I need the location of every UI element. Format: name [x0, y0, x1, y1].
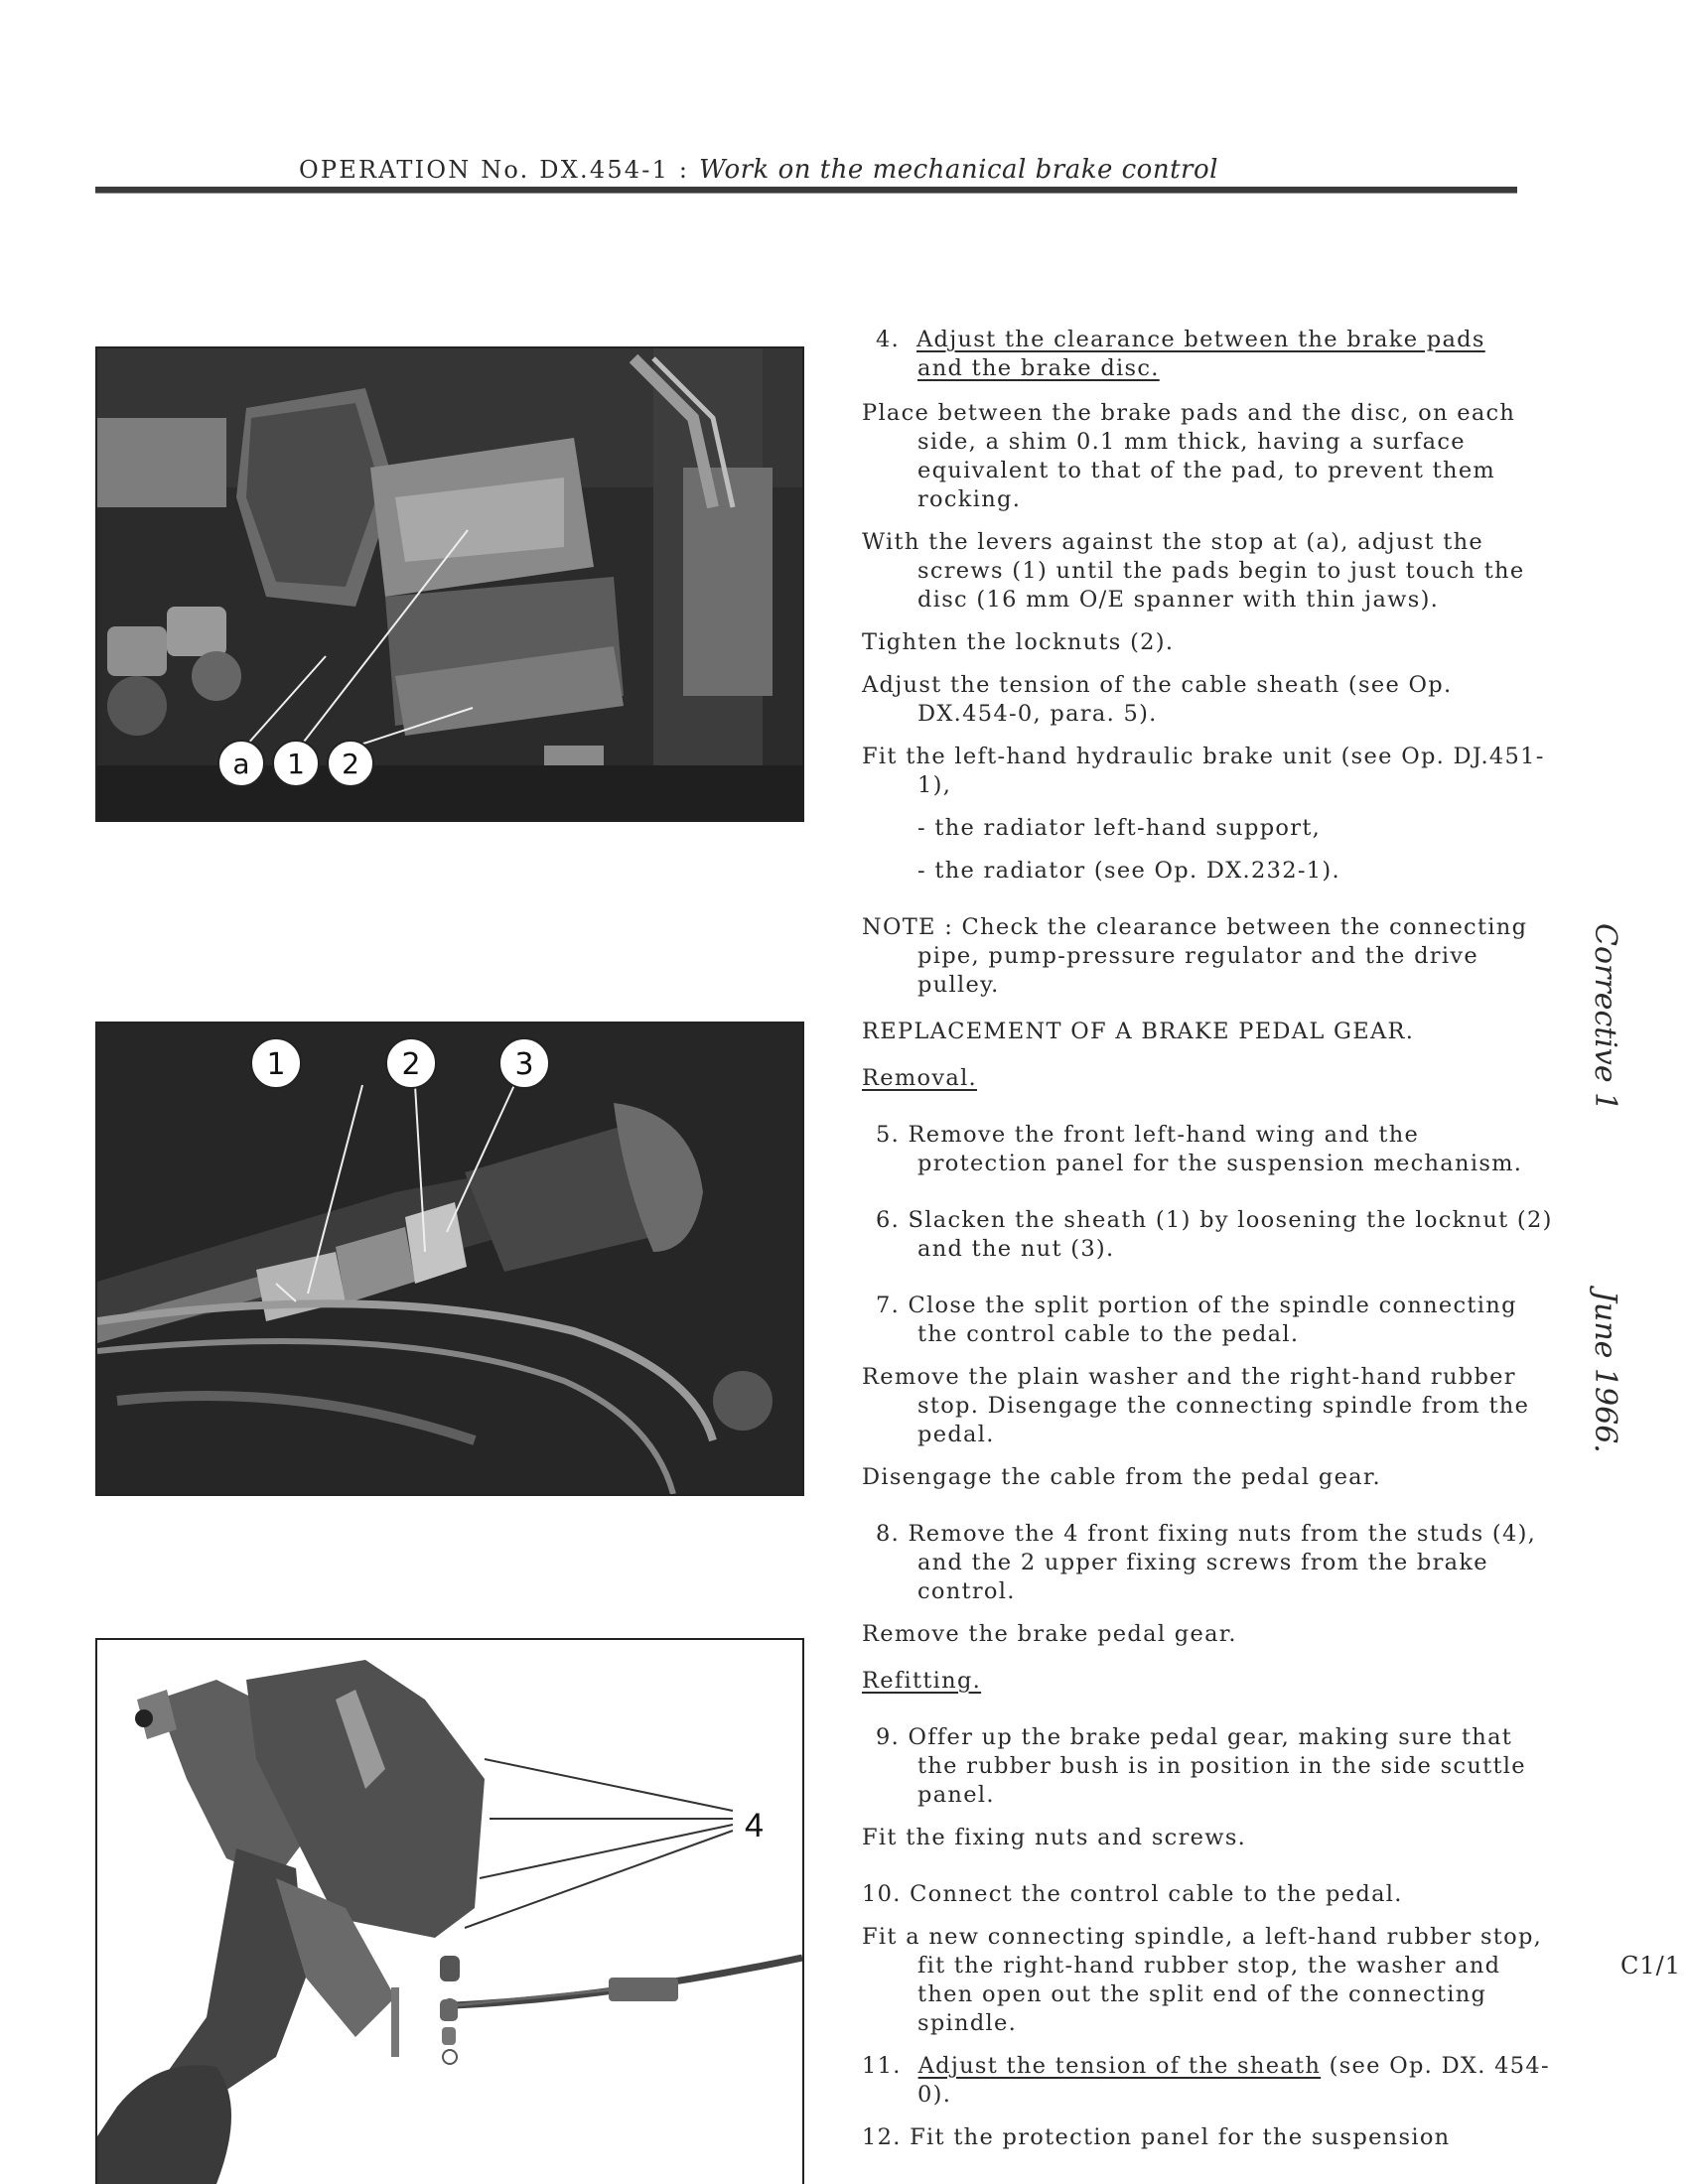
step-4: 4. Adjust the clearance between the brake pads and the brake disc. — [876, 327, 1485, 381]
list-item: - the radiator (see Op. DX.232-1). — [917, 858, 1340, 884]
header-rule — [95, 187, 1517, 194]
callout-2: 2 — [401, 1047, 421, 1082]
callout-1: 1 — [266, 1047, 286, 1082]
callout-4: 4 — [745, 1807, 764, 1844]
page-header — [299, 155, 1218, 185]
side-label-corrective: Corrective 1 — [1588, 923, 1622, 1112]
list-item: - the radiator left-hand support, — [917, 815, 1322, 841]
paragraph: Disengage the cable from the pedal gear. — [862, 1464, 1381, 1490]
operation-title: Work on the mechanical brake control — [699, 155, 1218, 185]
photo-cable-sheath — [95, 1022, 804, 1496]
callout-a: a — [232, 748, 250, 780]
step-8: 8. Remove the 4 front fixing nuts from the studs (4), and the 2 upper fixing screws from the brake control. — [876, 1521, 1537, 1604]
step-5: 5. Remove the front left-hand wing and the protection panel for the suspension mechanism. — [876, 1122, 1523, 1176]
paragraph: Fit the fixing nuts and screws. — [862, 1825, 1247, 1850]
step-10: 10. Connect the control cable to the pedal. — [862, 1881, 1403, 1907]
subheading-refitting: Refitting. — [862, 1668, 982, 1694]
paragraph: Tighten the locknuts (2). — [862, 629, 1175, 655]
photo-brake-pedal-gear — [95, 1638, 804, 2184]
instructions — [862, 326, 1557, 2166]
subheading-removal: Removal. — [862, 1065, 978, 1091]
callout-3: 3 — [514, 1047, 534, 1082]
step-11: 11. Adjust the tension of the sheath (see Op. DX. 454-0). — [862, 2053, 1550, 2108]
side-label-date: June 1966. — [1588, 1291, 1622, 1453]
paragraph: Remove the brake pedal gear. — [862, 1621, 1237, 1647]
operation-number: OPERATION No. DX.454-1 : — [299, 156, 690, 184]
photo-brake-caliper — [95, 346, 804, 822]
step-12: 12. Fit the protection panel for the suspension — [862, 2124, 1451, 2150]
paragraph: Remove the plain washer and the right-hand rubber stop. Disengage the connecting spindle from the pedal. — [862, 1364, 1530, 1447]
step-7: 7. Close the split portion of the spindle connecting the control cable to the pedal. — [876, 1293, 1517, 1347]
paragraph: With the levers against the stop at (a), adjust the screws (1) until the pads begin to just touch the disc (16 mm O/E spanner with thin jaws). — [862, 529, 1525, 613]
paragraph: Fit the left-hand hydraulic brake unit (see Op. DJ.451-1), — [862, 744, 1545, 798]
step-9: 9. Offer up the brake pedal gear, making sure that the rubber bush is in position in the side scuttle panel. — [876, 1724, 1526, 1808]
callout-2: 2 — [342, 748, 359, 780]
callout-1: 1 — [287, 748, 305, 780]
paragraph: Place between the brake pads and the disc, on each side, a shim 0.1 mm thick, having a surface equivalent to that of the pad, to prevent them rocking. — [862, 400, 1516, 512]
section-heading: REPLACEMENT OF A BRAKE PEDAL GEAR. — [862, 1019, 1415, 1044]
step-6: 6. Slacken the sheath (1) by loosening the locknut (2) and the nut (3). — [876, 1207, 1553, 1262]
paragraph: Adjust the tension of the cable sheath (see Op. DX.454-0, para. 5). — [862, 672, 1453, 727]
note: NOTE : Check the clearance between the connecting pipe, pump-pressure regulator and the drive pulley. — [862, 914, 1528, 998]
paragraph: Fit a new connecting spindle, a left-hand rubber stop, fit the right-hand rubber stop, the washer and then open out the split end of the connecting spindle. — [862, 1924, 1543, 2036]
page-reference: C1/1 — [1620, 1952, 1681, 1979]
